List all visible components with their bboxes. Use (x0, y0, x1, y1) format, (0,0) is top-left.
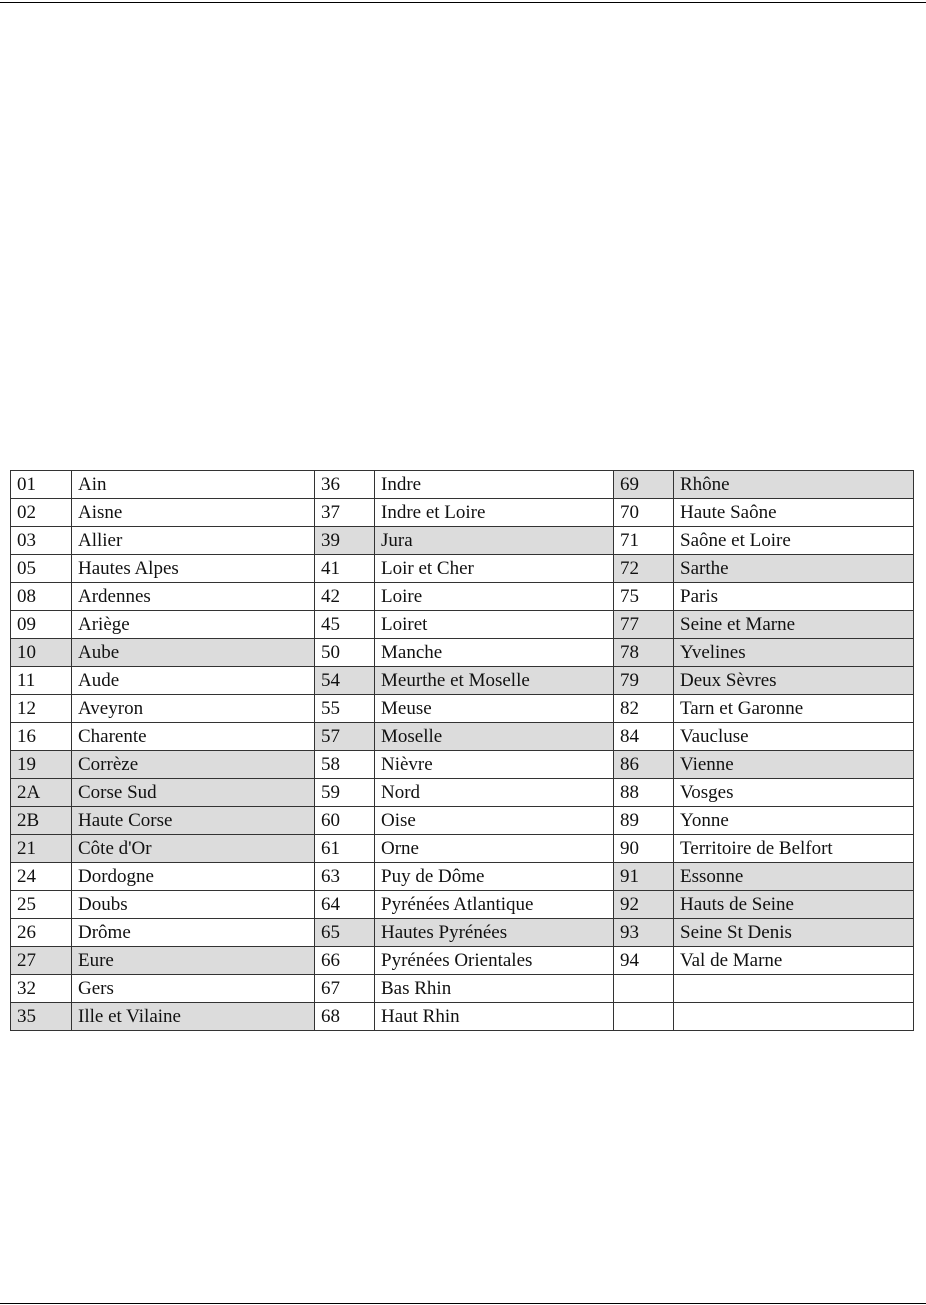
department-code-cell (614, 1003, 674, 1031)
department-name-cell: Allier (72, 527, 315, 555)
department-code-cell: 25 (11, 891, 72, 919)
top-rule (0, 2, 926, 3)
department-name-cell: Aude (72, 667, 315, 695)
department-name-cell: Drôme (72, 919, 315, 947)
department-code-cell: 2B (11, 807, 72, 835)
department-name-cell: Moselle (375, 723, 614, 751)
department-code-cell: 50 (315, 639, 375, 667)
department-code-cell: 92 (614, 891, 674, 919)
table-row (11, 751, 914, 779)
department-name-cell: Ain (72, 471, 315, 499)
department-name-cell: Hauts de Seine (674, 891, 914, 919)
department-code-cell: 32 (11, 975, 72, 1003)
department-code-cell: 27 (11, 947, 72, 975)
department-code-cell: 58 (315, 751, 375, 779)
department-name-cell: Aube (72, 639, 315, 667)
department-name-cell: Paris (674, 583, 914, 611)
department-name-cell: Haute Saône (674, 499, 914, 527)
department-name-cell: Haut Rhin (375, 1003, 614, 1031)
department-code-cell: 59 (315, 779, 375, 807)
department-code-cell: 86 (614, 751, 674, 779)
table-row (11, 723, 914, 751)
department-code-cell: 89 (614, 807, 674, 835)
department-code-cell: 78 (614, 639, 674, 667)
table-row (11, 583, 914, 611)
department-name-cell: Meuse (375, 695, 614, 723)
table-row (11, 1003, 914, 1031)
department-name-cell: Essonne (674, 863, 914, 891)
department-code-cell: 03 (11, 527, 72, 555)
department-name-cell: Pyrénées Orientales (375, 947, 614, 975)
department-code-cell: 02 (11, 499, 72, 527)
department-code-cell: 10 (11, 639, 72, 667)
department-name-cell: Aveyron (72, 695, 315, 723)
department-name-cell: Hautes Alpes (72, 555, 315, 583)
department-code-cell: 45 (315, 611, 375, 639)
department-code-cell: 37 (315, 499, 375, 527)
department-code-cell: 91 (614, 863, 674, 891)
department-code-cell: 05 (11, 555, 72, 583)
table-row (11, 975, 914, 1003)
department-code-cell: 08 (11, 583, 72, 611)
department-name-cell: Saône et Loire (674, 527, 914, 555)
department-code-cell: 57 (315, 723, 375, 751)
department-name-cell: Yvelines (674, 639, 914, 667)
department-code-cell: 67 (315, 975, 375, 1003)
department-code-cell: 26 (11, 919, 72, 947)
department-code-cell: 36 (315, 471, 375, 499)
department-name-cell: Eure (72, 947, 315, 975)
department-code-cell: 77 (614, 611, 674, 639)
department-name-cell: Jura (375, 527, 614, 555)
department-code-cell: 84 (614, 723, 674, 751)
table-row (11, 807, 914, 835)
department-code-cell: 39 (315, 527, 375, 555)
department-code-cell: 88 (614, 779, 674, 807)
department-code-cell: 65 (315, 919, 375, 947)
department-name-cell: Dordogne (72, 863, 315, 891)
department-code-cell: 42 (315, 583, 375, 611)
department-name-cell: Doubs (72, 891, 315, 919)
department-code-cell: 75 (614, 583, 674, 611)
department-code-cell: 11 (11, 667, 72, 695)
department-name-cell: Loiret (375, 611, 614, 639)
table-row (11, 667, 914, 695)
departements-table-body (11, 471, 914, 1031)
department-name-cell: Vosges (674, 779, 914, 807)
department-name-cell: Territoire de Belfort (674, 835, 914, 863)
department-name-cell: Gers (72, 975, 315, 1003)
department-name-cell (674, 975, 914, 1003)
department-code-cell: 70 (614, 499, 674, 527)
table-row (11, 863, 914, 891)
department-code-cell: 55 (315, 695, 375, 723)
department-code-cell: 01 (11, 471, 72, 499)
department-name-cell: Pyrénées Atlantique (375, 891, 614, 919)
department-name-cell: Hautes Pyrénées (375, 919, 614, 947)
department-name-cell: Puy de Dôme (375, 863, 614, 891)
table-row (11, 499, 914, 527)
department-name-cell: Loire (375, 583, 614, 611)
table-row (11, 695, 914, 723)
department-name-cell: Nièvre (375, 751, 614, 779)
department-code-cell: 90 (614, 835, 674, 863)
table-row (11, 891, 914, 919)
department-name-cell: Aisne (72, 499, 315, 527)
department-name-cell: Ariège (72, 611, 315, 639)
department-code-cell: 61 (315, 835, 375, 863)
department-name-cell: Vaucluse (674, 723, 914, 751)
department-code-cell: 71 (614, 527, 674, 555)
table-row (11, 611, 914, 639)
department-code-cell: 54 (315, 667, 375, 695)
department-code-cell: 16 (11, 723, 72, 751)
department-code-cell: 2A (11, 779, 72, 807)
department-code-cell: 21 (11, 835, 72, 863)
department-name-cell: Ardennes (72, 583, 315, 611)
department-name-cell: Corrèze (72, 751, 315, 779)
department-name-cell: Indre (375, 471, 614, 499)
department-code-cell: 79 (614, 667, 674, 695)
department-name-cell: Orne (375, 835, 614, 863)
table-row (11, 527, 914, 555)
department-code-cell: 63 (315, 863, 375, 891)
department-name-cell: Loir et Cher (375, 555, 614, 583)
table-row (11, 471, 914, 499)
department-name-cell: Rhône (674, 471, 914, 499)
table-row (11, 639, 914, 667)
department-code-cell: 69 (614, 471, 674, 499)
department-name-cell: Corse Sud (72, 779, 315, 807)
department-code-cell: 24 (11, 863, 72, 891)
department-name-cell: Meurthe et Moselle (375, 667, 614, 695)
departements-table (10, 470, 914, 1031)
department-name-cell: Ille et Vilaine (72, 1003, 315, 1031)
department-code-cell: 82 (614, 695, 674, 723)
department-name-cell: Haute Corse (72, 807, 315, 835)
department-name-cell: Côte d'Or (72, 835, 315, 863)
department-code-cell: 72 (614, 555, 674, 583)
department-name-cell: Val de Marne (674, 947, 914, 975)
department-name-cell: Indre et Loire (375, 499, 614, 527)
department-code-cell: 09 (11, 611, 72, 639)
department-code-cell: 66 (315, 947, 375, 975)
department-code-cell: 64 (315, 891, 375, 919)
department-name-cell: Manche (375, 639, 614, 667)
department-name-cell: Yonne (674, 807, 914, 835)
table-row (11, 835, 914, 863)
bottom-rule (0, 1303, 926, 1304)
department-name-cell: Seine St Denis (674, 919, 914, 947)
department-code-cell: 19 (11, 751, 72, 779)
department-code-cell: 35 (11, 1003, 72, 1031)
table-row (11, 947, 914, 975)
department-code-cell: 60 (315, 807, 375, 835)
department-name-cell: Charente (72, 723, 315, 751)
department-name-cell: Tarn et Garonne (674, 695, 914, 723)
department-name-cell: Bas Rhin (375, 975, 614, 1003)
table-row (11, 555, 914, 583)
department-name-cell: Deux Sèvres (674, 667, 914, 695)
department-name-cell: Seine et Marne (674, 611, 914, 639)
department-name-cell: Vienne (674, 751, 914, 779)
table-row (11, 779, 914, 807)
table-row (11, 919, 914, 947)
department-code-cell (614, 975, 674, 1003)
department-name-cell (674, 1003, 914, 1031)
department-name-cell: Sarthe (674, 555, 914, 583)
department-code-cell: 94 (614, 947, 674, 975)
department-code-cell: 68 (315, 1003, 375, 1031)
department-name-cell: Nord (375, 779, 614, 807)
department-name-cell: Oise (375, 807, 614, 835)
department-code-cell: 41 (315, 555, 375, 583)
department-code-cell: 93 (614, 919, 674, 947)
department-code-cell: 12 (11, 695, 72, 723)
